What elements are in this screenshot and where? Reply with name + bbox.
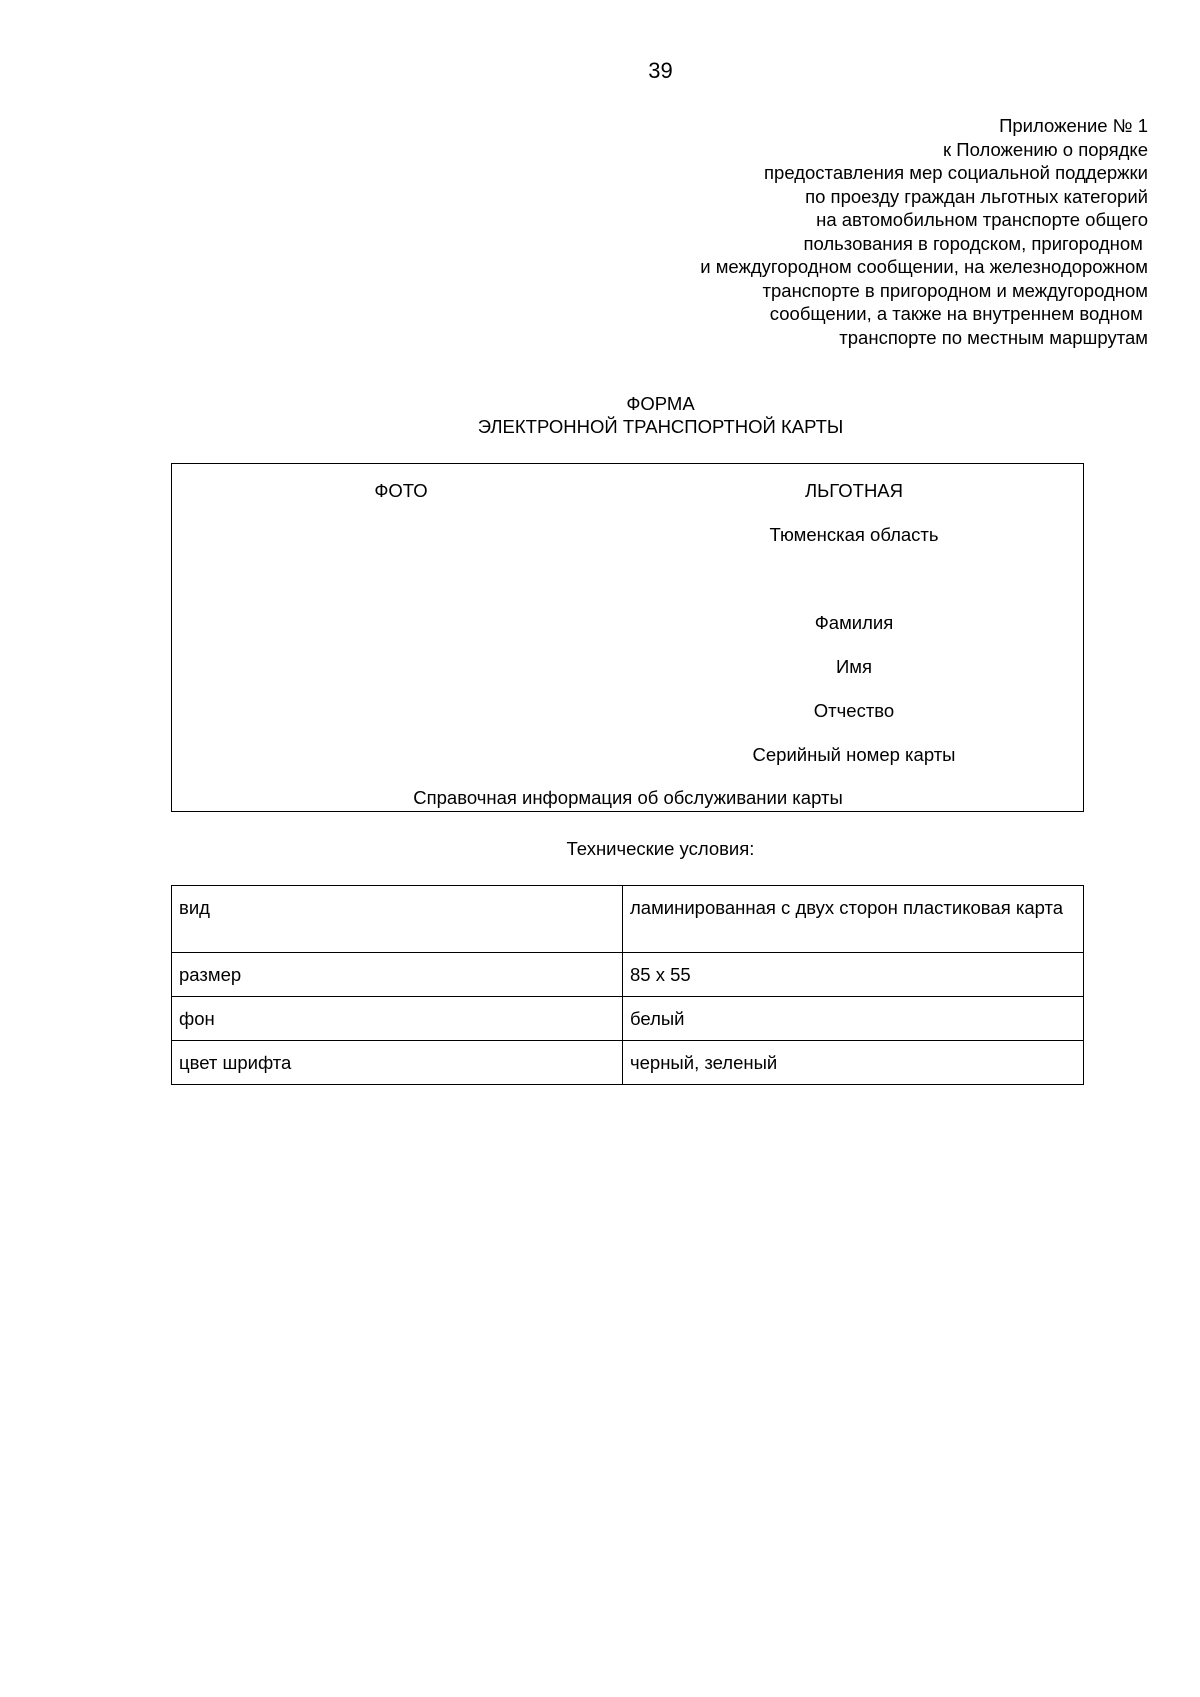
appendix-line: сообщении, а также на внутреннем водном	[769, 303, 1148, 324]
card-privileged-label: ЛЬГОТНАЯ	[804, 480, 904, 501]
tech-conditions-title: Технические условия:	[566, 838, 755, 859]
appendix-line: и междугородном сообщении, на железнодорожном	[700, 256, 1148, 277]
table-cell-label: цвет шрифта	[172, 1041, 623, 1085]
table-row	[172, 953, 1084, 997]
card-photo-label: ФОТО	[374, 480, 428, 501]
table-row	[172, 1041, 1084, 1085]
appendix-line: предоставления мер социальной поддержки	[764, 162, 1148, 183]
transport-card-template	[171, 463, 1084, 812]
form-title	[0, 392, 1200, 438]
appendix-line: транспорте по местным маршрутам	[839, 326, 1148, 348]
card-region-label: Тюменская область	[769, 524, 939, 545]
table-cell-label: размер	[172, 953, 623, 997]
form-title-line1: ФОРМА	[626, 393, 695, 414]
card-serial-label: Серийный номер карты	[752, 744, 956, 765]
table-cell-value: черный, зеленый	[623, 1041, 1084, 1085]
appendix-header	[428, 114, 1148, 349]
appendix-line: к Положению о порядке	[943, 138, 1148, 160]
card-name-label: Имя	[835, 656, 873, 677]
table-cell-label: вид	[172, 886, 623, 953]
appendix-line: Приложение № 1	[999, 115, 1148, 136]
page-number: 39	[648, 58, 673, 83]
table-row	[172, 886, 1084, 953]
appendix-line: транспорте в пригородном и междугородном	[762, 279, 1148, 301]
card-surname-label: Фамилия	[814, 612, 894, 633]
table-cell-value: 85 х 55	[623, 953, 1084, 997]
appendix-line: на автомобильном транспорте общего	[816, 209, 1148, 230]
appendix-line: по проезду граждан льготных категорий	[805, 185, 1148, 207]
tech-conditions-table	[171, 885, 1084, 1085]
card-reference-label: Справочная информация об обслуживании карты	[413, 787, 843, 808]
table-cell-value: ламинированная с двух сторон пластиковая карта	[623, 886, 1084, 953]
card-patronymic-label: Отчество	[813, 700, 895, 721]
form-title-line2: ЭЛЕКТРОННОЙ ТРАНСПОРТНОЙ КАРТЫ	[477, 416, 844, 437]
table-row	[172, 997, 1084, 1041]
appendix-line: пользования в городском, пригородном	[803, 232, 1148, 254]
table-cell-label: фон	[172, 997, 623, 1041]
table-cell-value: белый	[623, 997, 1084, 1041]
